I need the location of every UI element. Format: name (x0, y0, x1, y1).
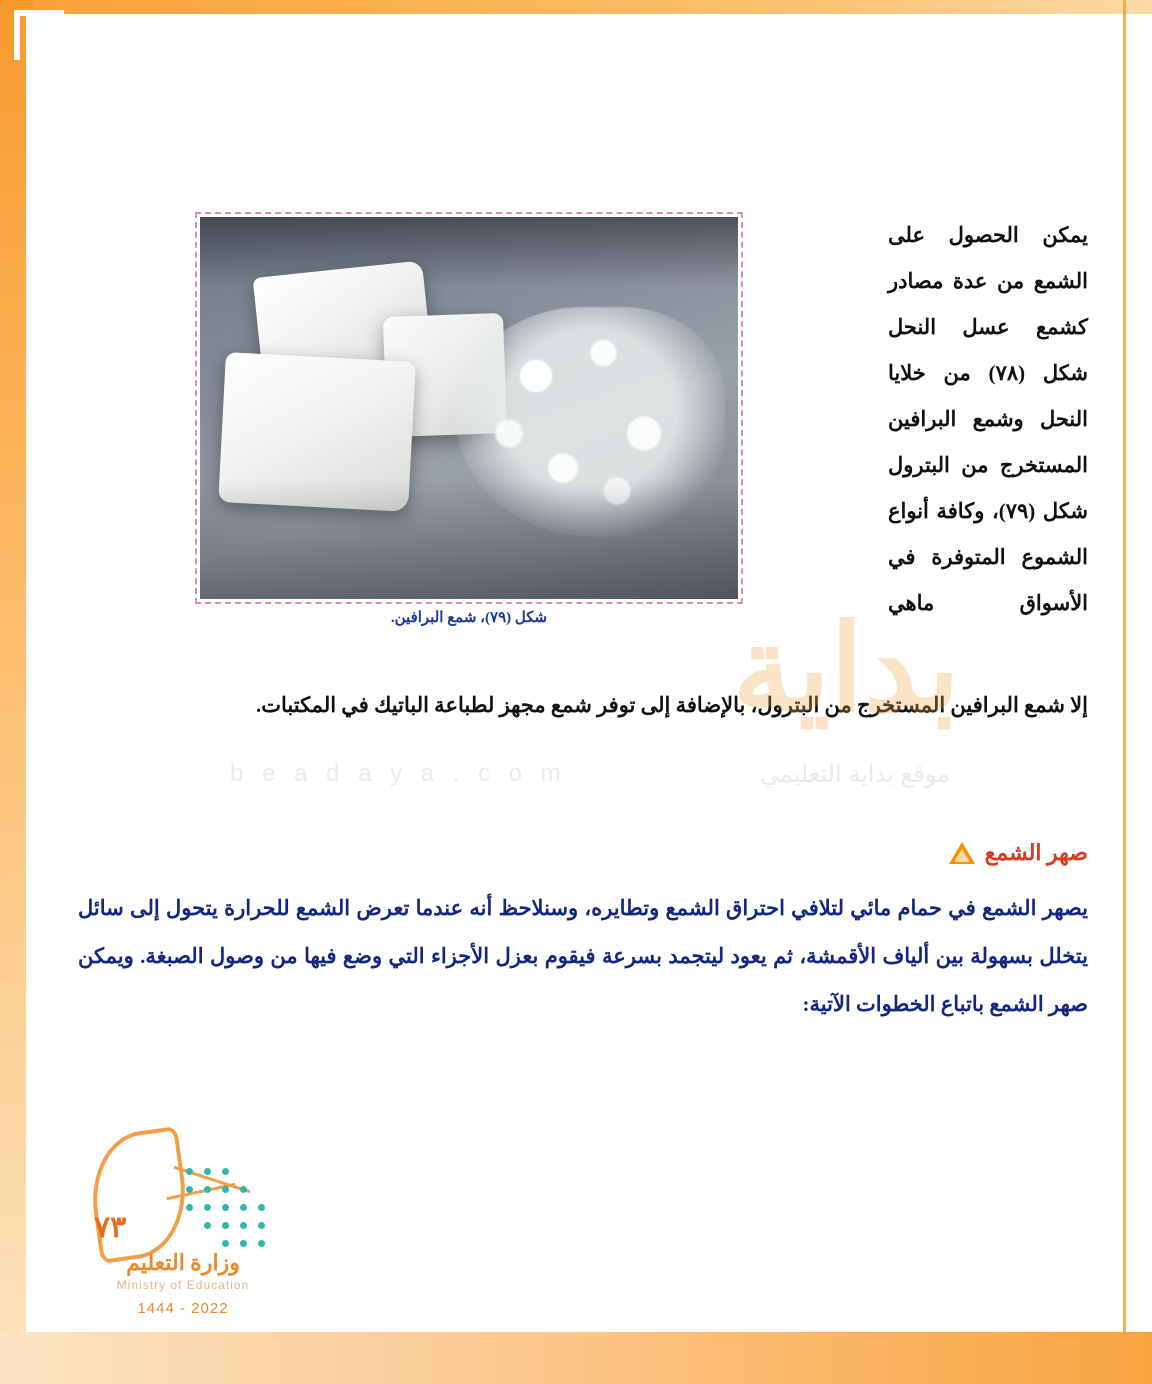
image-bottom-shade (200, 479, 738, 599)
watermark-brand-arabic: بداية (732, 603, 960, 736)
ministry-block (78, 1250, 288, 1317)
ministry-name-arabic: وزارة التعليم (126, 1250, 240, 1275)
figure-image (200, 217, 738, 599)
footer-ministry-logo (68, 1132, 298, 1322)
figure-paraffin-wax (195, 212, 743, 604)
ministry-name-english: Ministry of Education (116, 1278, 250, 1292)
edition-year: 2022 - 1444 (137, 1300, 229, 1317)
section-paragraph: يصهر الشمع في حمام مائي لتلافي احتراق الشمع وتطايره، وسنلاحظ أنه عندما تعرض الشمع للحرارة يتحول إلى سائل يتخلل بسهولة بين ألياف الأقمشة، ثم يعود ليتجمد بسرعة فيقوم بعزل الأجزاء التي وضع فيها من وصول الصبغة. ويمكن صهر الشمع باتباع الخطوات الآتية: (78, 896, 1088, 1016)
warning-triangle-icon (949, 842, 975, 864)
watermark-tagline: موقع بداية التعليمي (759, 761, 950, 788)
corner-ornament-icon (14, 10, 64, 60)
section-heading (949, 840, 1088, 866)
page-border-right-line (1123, 0, 1126, 1384)
body-paragraph-beside-figure: يمكن الحصول على الشمع من عدة مصادر كشمع عسل النحل شكل (٧٨) من خلايا النحل وشمع البرافين المستخرج من البترول شكل (٧٩)، وكافة أنواع الشموع المتوفرة في الأسواق ماهي (888, 223, 1089, 615)
figure-caption: شكل (٧٩)، شمع البرافين. (390, 610, 548, 626)
dots-grid-icon (186, 1168, 296, 1248)
body-paragraph-full-width: إلا شمع البرافين المستخرج من البترول، بالإضافة إلى توفر شمع مجهز لطباعة الباتيك في المكتبات. (255, 693, 1088, 717)
section-heading-label: صهر الشمع (984, 840, 1088, 865)
page-number: ٧٣ (94, 1211, 127, 1244)
page-border-left-inner (26, 12, 38, 1372)
watermark-brand-latin: b e a d a y a . c o m (230, 760, 567, 787)
